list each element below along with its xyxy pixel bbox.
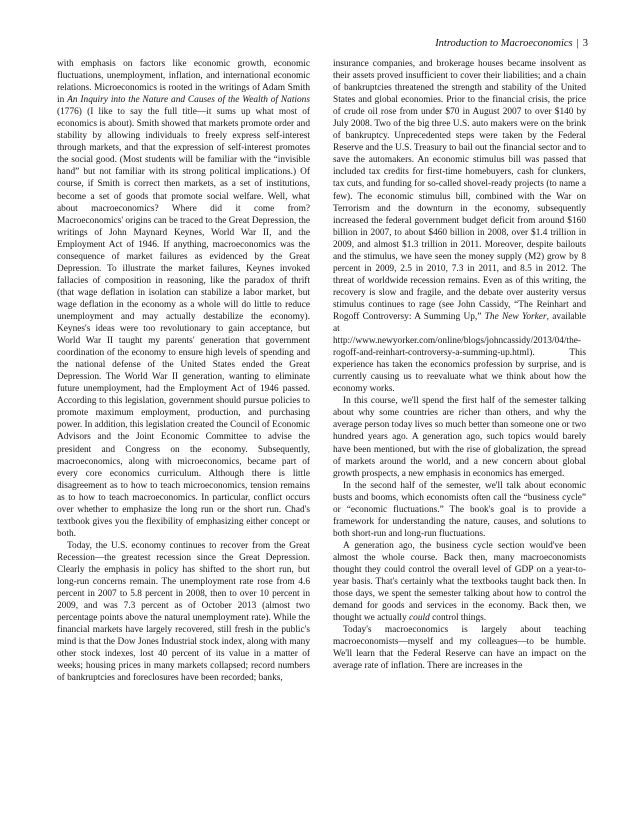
running-header [435,38,588,49]
journal-title: The New Yorker [484,311,547,322]
page-number: 3 [582,38,588,49]
paragraph-text: with emphasis on factors like economic growth, economic fluctuations, unemployment, inflation, and international economic relations. Microeconomics is rooted in the writings of Adam Smith in [57,59,310,106]
paragraph-text: insurance companies, and brokerage houses became insolvent as their assets proved insufficient to cover their liabilities; and a chain of bankruptcies threatened the strength and stability of the United States and global economies. Prior to the financial crisis, the price of crude oil rose from under $70 in August 2007 to over $140 by July 2008. Two of the big three U.S. auto makers were on the brink of bankruptcy. Unprecedented steps were taken by the Federal Reserve and the U.S. Treasury to bail out the financial sector and to save the automakers. An economic stimulus bill was passed that included tax credits for first-time homebuyers, cash for clunkers, tax cuts, and funding for so-called shovel-ready projects (to name a few). The economic stimulus bill, combined with the War on Terrorism and the downturn in the economy, subsequently increased the federal government budget deficit from around $160 billion in 2007, to about $460 billion in 2008, over $1.4 trillion in 2009, and almost $1.3 trillion in 2011. Moreover, despite bailouts and the stimulus, we have seen the money supply (M2) grow by 8 percent in 2009, 2.5 in 2010, 7.3 in 2011, and 8.5 in 2012. The threat of worldwide recession remains. Even as of this writing, the recovery is slow and fragile, and the debate over austerity versus stimulus continues to rage (see John Cassidy, “The Reinhart and Rogoff Controversy: A Summing Up,” [333,59,586,322]
paragraph: Today, the U.S. economy continues to recover from the Great Recession—the greatest recession since the Great Depression. Clearly the emphasis in policy has shifted to the short run, but long-run concerns remain. The unemployment rate rose from 4.6 percent in 2007 to 5.8 percent in 2008, then to over 10 percent in 2009, and was 7.3 percent as of October 2013 (almost two percentage points above the natural unemployment rate). While the financial markets have largely recovered, still fresh in the public's mind is that the Dow Jones Industrial stock index, along with many other stock indexes, lost 40 percent of its value in a matter of weeks; housing prices in many markets collapsed; record numbers of bankruptcies and foreclosures have been recorded; banks, [57,540,310,684]
paragraph-text: A generation ago, the business cycle section would've been almost the whole course. Back then, many macroeconomists thought they could control the overall level of GDP on a year-to-year basis. That's certainly what the textbooks taught back then. In those days, we spent the semester talking about how to control the demand for goods and services in the economy. Back then, we thought we actually [333,540,586,624]
emphasis: could [409,613,430,624]
paragraph [57,58,310,540]
right-column [333,58,586,672]
paragraph-text: control things. [429,613,487,624]
paragraph: Today's macroeconomics is largely about teaching macroeconomists—myself and my colleagues—to be humble. We'll learn that the Federal Reserve can have an impact on the average rate of inflation. There are increases in the [333,625,586,672]
paragraph: In the second half of the semester, we'll talk about economic busts and booms, which economists often call the “business cycle” or “economic fluctuations.” The book's goal is to provide a framework for understanding the nature, causes, and solutions to both short-run and long-run fluctuations. [333,480,586,539]
paragraph [333,58,586,395]
paragraph [333,540,586,624]
paragraph: In this course, we'll spend the first half of the semester talking about why some countries are richer than others, and why the average person today lives so much better than someone one or two hundred years ago. A generation ago, such topics would barely have been mentioned, but with the rise of globalization, the spread of markets around the world, and a new concern about global growth prospects, a new emphasis in economics has emerged. [333,396,586,479]
paragraph-text: , available at http://www.newyorker.com/online/blogs/johncassidy/2013/04/the-rogoff-and-reinhart-controversy-a-summing-up.html). This experience has taken the economics profession by surprise, and is currently causing us to reevaluate what we think about how the economy works. [333,311,586,395]
left-column [57,58,310,684]
book-title: An Inquiry into the Nature and Causes of the Wealth of Nations [67,95,310,106]
header-separator: | [576,38,579,49]
paragraph-text: (1776) (I like to say the full title—it sums up what most of economics is about). Smith showed that markets promote order and stability by allowing individuals to freely express self-interest through markets, and that the expression of self-interest promotes the social good. (Most students will be familiar with the “invisible hand” but not familiar with its strong political implications.) Of course, if Smith is correct then markets, as a set of institutions, become a set of goods that promote social welfare. Well, what about macroeconomics? Where did it come from? Macroeconomics' origins can be traced to the Great Depression, the writings of John Maynard Keynes, World War II, and the Employment Act of 1946. If anything, macroeconomics was the consequence of market failures as evidenced by the Great Depression. To illustrate the market failures, Keynes invoked fallacies of composition in reasoning, like the paradox of thrift (that wage deflation in isolation can stabilize a labor market, but wage deflation in the economy as a whole will do little to reduce unemployment and may actually destabilize the economy). Keynes's ideas were too revolutionary to gain acceptance, but World War II taught my parents' generation that government coordination of the economy to ensure high levels of spending and the national defense of the United States ended the Great Depression. The World War II generation, wanting to eliminate future unemployment, had the Employment Act of 1946 passed. According to this legislation, government should pursue policies to promote maximum employment, production, and purchasing power. In addition, this legislation created the Council of Economic Advisors and the Joint Economic Committee to advise the president and Congress on the economy. Subsequently, macroeconomics, along with microeconomics, became part of every core economics curriculum. Although there is little disagreement as to how to teach microeconomics, tension remains as to how to teach macroeconomics. In particular, conflict occurs over whether to emphasize the long run or the short run. Chad's textbook gives you the flexibility of emphasizing either concept or both. [57,107,310,539]
chapter-title: Introduction to Macroeconomics [435,38,573,49]
